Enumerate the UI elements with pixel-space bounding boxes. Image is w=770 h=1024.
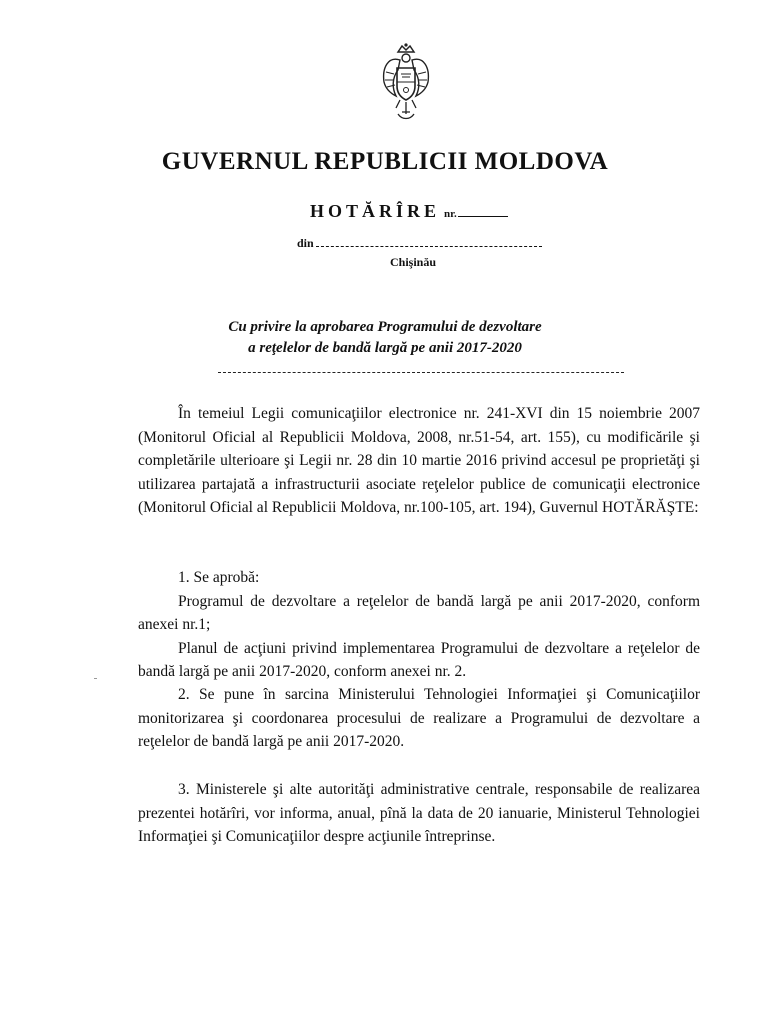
act-place: Chişinău — [390, 255, 437, 269]
point-2: 2. Se pune în sarcina Ministerului Tehnologiei Informaţiei şi Comunicaţiilor monitorizarea şi coordonarea procesului de realizare a Programului de dezvoltare a reţelelor de bandă largă pe anii 2017-2020. — [138, 686, 700, 751]
government-title: GUVERNUL REPUBLICII MOLDOVA — [161, 148, 609, 175]
coat-of-arms-icon — [380, 42, 432, 124]
point-1-heading: 1. Se aprobă: — [178, 569, 260, 586]
act-date — [297, 236, 542, 251]
act-number-blank — [458, 202, 508, 217]
preamble-paragraph: În temeiul Legii comunicaţiilor electronice nr. 241-XVI din 15 noiembrie 2007 (Monitorul Oficial al Republicii Moldova, 2008, nr.51-54, art. 155), cu modificările şi completările ulterioare şi Legii nr. 28 din 10 martie 2016 privind accesul pe proprietăţi şi utilizarea partajată a infrastructurii asociate reţelelor publice de comunicaţii electronice (Monitorul Oficial al Republicii Moldova, nr.100-105, art. 194), Guvernul HOTĂRĂŞTE: — [138, 405, 700, 517]
act-title — [310, 201, 508, 222]
act-number-label: nr. — [444, 208, 457, 220]
point-3: 3. Ministerele şi alte autorităţi administrative centrale, responsabile de realizarea prezentei hotărîri, vor informa, anual, pînă la data de 20 ianuarie, Ministerul Tehnologiei Informaţiei şi Comunicaţiilor despre acţiunile întreprinse. — [138, 781, 700, 846]
act-date-label: din — [297, 236, 314, 250]
point-1-item-a: Programul de dezvoltare a reţelelor de bandă largă pe anii 2017-2020, conform anexei nr.1; — [138, 592, 700, 634]
act-date-blank — [316, 238, 542, 247]
act-subject — [0, 317, 770, 359]
act-subject-line-1: Cu privire la aprobarea Programului de dezvoltare — [228, 319, 542, 335]
act-subject-line-2: a reţelelor de bandă largă pe anii 2017-2020 — [248, 340, 522, 356]
act-type: HOTĂRÎRE — [310, 201, 441, 221]
subject-divider — [218, 372, 624, 373]
point-1 — [138, 566, 700, 684]
scan-artifact — [94, 678, 97, 679]
point-1-item-b: Planul de acţiuni privind implementarea Programului de dezvoltare a reţelelor de bandă largă pe anii 2017-2020, conform anexei nr. 2. — [138, 639, 700, 681]
